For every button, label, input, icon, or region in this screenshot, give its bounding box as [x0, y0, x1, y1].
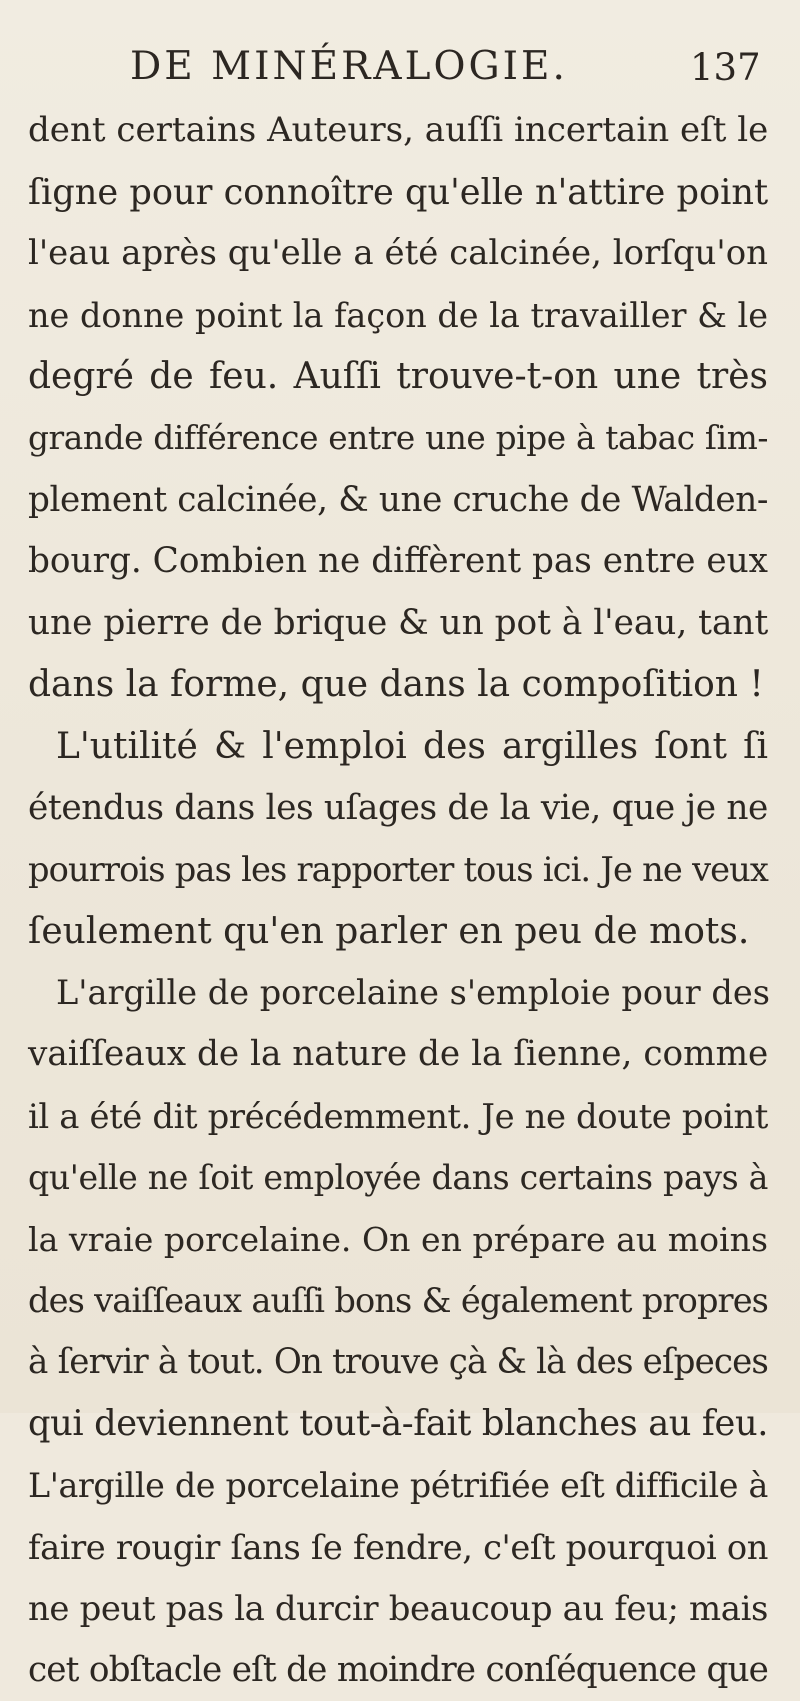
text-line: bourg. Combien ne diffèrent pas entre eux: [28, 541, 768, 582]
running-head: [0, 40, 800, 100]
text-line: ſigne pour connoître qu'elle n'attire point: [28, 171, 769, 213]
body-text: [28, 100, 768, 1701]
paragraph-start-line: L'utilité & l'emploi des argilles ſont ſi: [56, 725, 768, 767]
text-line: degré de feu. Auſſi trouve-t-on une très: [28, 356, 768, 398]
text-line: il a été dit précédemment. Je ne doute point: [28, 1096, 768, 1136]
text-line: grande différence entre une pipe à tabac ſim-: [28, 418, 768, 457]
text-line: la vraie porcelaine. On en prépare au moins: [28, 1219, 768, 1259]
text-line: plement calcinée, & une cruche de Walden-: [28, 479, 768, 520]
text-line: qui deviennent tout-à-fait blanches au feu.: [28, 1403, 768, 1445]
text-line: à ſervir à tout. On trouve çà & là des eſpeces: [28, 1341, 768, 1382]
text-line: pourrois pas les rapporter tous ici. Je ne veux: [28, 850, 768, 890]
text-line: ne donne point la façon de la travailler & le: [28, 295, 768, 335]
text-line: dans la forme, que dans la compoſition !: [28, 664, 764, 706]
text-line: ſeulement qu'en parler en peu de mots.: [28, 910, 750, 952]
text-line: cet obſtacle eſt de moindre conſéquence que: [28, 1649, 768, 1690]
text-line: l'eau après qu'elle a été calcinée, lorſqu'on: [28, 234, 768, 274]
text-line: L'argille de porcelaine pétrifiée eſt difficile à: [28, 1466, 768, 1506]
text-line: une pierre de brique & un pot à l'eau, tant: [28, 602, 769, 643]
running-title: DE MINÉRALOGIE.: [130, 44, 568, 89]
text-line: dent certains Auteurs, auſſi incertain eſt le: [28, 110, 769, 150]
text-line: des vaiſſeaux auſſi bons & également propres: [28, 1281, 768, 1321]
page-number: 137: [690, 46, 761, 89]
text-line: qu'elle ne ſoit employée dans certains pays à: [28, 1158, 768, 1198]
text-line: étendus dans les uſages de la vie, que je ne: [28, 787, 768, 828]
text-line: faire rougir ſans ſe fendre, c'eſt pourquoi on: [28, 1527, 768, 1567]
paragraph-start-line: L'argille de porcelaine s'emploie pour des: [56, 973, 770, 1013]
text-line: ne peut pas la durcir beaucoup au feu; mais: [28, 1589, 768, 1629]
text-line: vaiſſeaux de la nature de la ſienne, comme: [28, 1033, 769, 1074]
